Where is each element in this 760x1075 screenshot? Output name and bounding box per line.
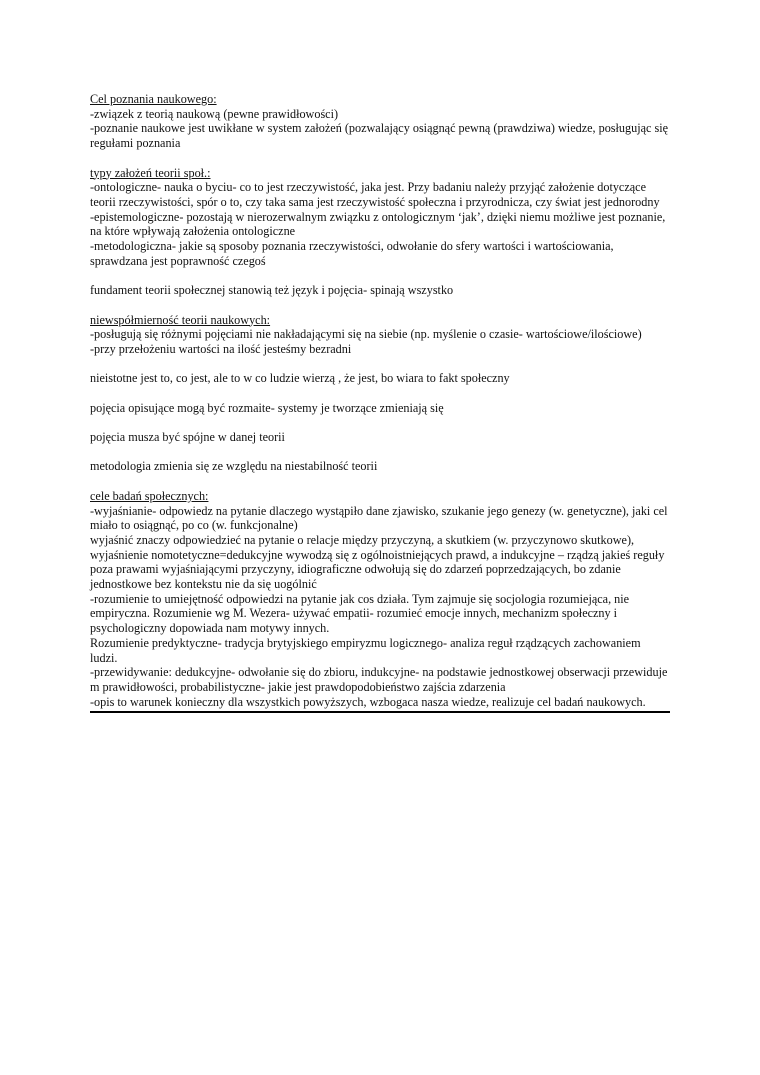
paragraph: fundament teorii społecznej stanowią też język i pojęcia- spinają wszystko [90,283,454,298]
paragraph: -związek z teorią naukową (pewne prawidłowości) [90,106,339,121]
paragraph: -wyjaśnianie- odpowiedz na pytanie dlaczego wystąpiło dane zjawisko, szukanie jego genezy (w. genetyczne), jaki cel miało to osiągnąć, po co (w. funkcjonalne) [90,503,668,533]
spacer [90,386,670,401]
paragraph: wyjaśnić znaczy odpowiedzieć na pytanie o relacje między przyczyną, a skutkiem (w. przyczynowo skutkowe), wyjaśnienie nomotetyczne=dedukcyjne wywodzą się z ogólnoistniejących prawd, a indukcyjne – rządzą jakieś reguły poza prawami wyjaśniającymi przyczyny, idiograficzne odwołują się do zdarzeń poprzedzających, bo zdanie jednostkowe bez kontekstu nie da się uogólnić [90,532,665,592]
spacer [90,268,670,283]
spacer [90,151,670,166]
paragraph: nieistotne jest to, co jest, ale to w co ludzie wierzą , że jest, bo wiara to fakt społeczny [90,371,510,386]
paragraph: -rozumienie to umiejętność odpowiedzi na pytanie jak cos działa. Tym zajmuje się socjologia rozumiejąca, nie empiryczna. Rozumienie wg M. Wezera- używać empatii- rozumieć emocje innych, mechanizm społeczny i psychologiczny dopowiada nam motywy innych. [90,591,630,636]
heading-typy-zalozen: typy założeń teorii społ.: [90,165,211,180]
spacer [90,474,670,489]
paragraph: -ontologiczne- nauka o byciu- co to jest rzeczywistość, jaka jest. Przy badaniu należy przyjąć założenie dotyczące teorii rzeczywistości, spór o to, czy taka sama jest rzeczywistość społeczna i przyrodnicza, czy świat jest jednorodny [90,180,660,209]
heading-niewspolmiernosc: niewspółmierność teorii naukowych: [90,312,271,327]
spacer [90,445,670,460]
paragraph: -posługują się różnymi pojęciami nie nakładającymi się na siebie (np. myślenie o czasie- wartościowe/ilościowe) [90,327,642,342]
paragraph: pojęcia musza być spójne w danej teorii [90,430,285,445]
paragraph: -epistemologiczne- pozostają w nierozerwalnym związku z ontologicznym ‘jak’, dzięki niemu możliwe jest poznanie, na które wpływają założenia ontologiczne [90,209,666,239]
spacer [90,415,670,430]
document-body [90,92,670,713]
spacer [90,357,670,372]
paragraph: -poznanie naukowe jest uwikłane w system założeń (pozwalający osiągnąć pewną (prawdziwa) wiedze, posługując się regułami poznania [90,121,669,151]
heading-cel-poznania: Cel poznania naukowego: [90,92,217,106]
spacer [90,298,670,313]
paragraph: -metodologiczna- jakie są sposoby poznania rzeczywistości, odwołanie do sfery wartości i wartościowania, sprawdzana jest poprawność czegoś [90,239,614,268]
paragraph: pojęcia opisujące mogą być rozmaite- systemy je tworzące zmieniają się [90,400,444,415]
paragraph: -przewidywanie: dedukcyjne- odwołanie się do zbioru, indukcyjne- na podstawie jednostkowej obserwacji przewiduje m prawidłowości, probabilistyczne- jakie jest prawdopodobieństwo zajścia zdarzenia [90,665,668,694]
paragraph: metodologia zmienia się ze względu na niestabilność teorii [90,459,378,474]
paragraph: Rozumienie predyktyczne- tradycja brytyjskiego empiryzmu logicznego- analiza reguł rządzących zachowaniem ludzi. [90,635,641,665]
paragraph: -opis to warunek konieczny dla wszystkich powyższych, wzbogaca nasza wiedze, realizuje cel badań naukowych. [90,694,646,709]
heading-cele-badan: cele badań społecznych: [90,488,209,503]
paragraph: -przy przełożeniu wartości na ilość jesteśmy bezradni [90,341,352,356]
divider [90,711,670,713]
